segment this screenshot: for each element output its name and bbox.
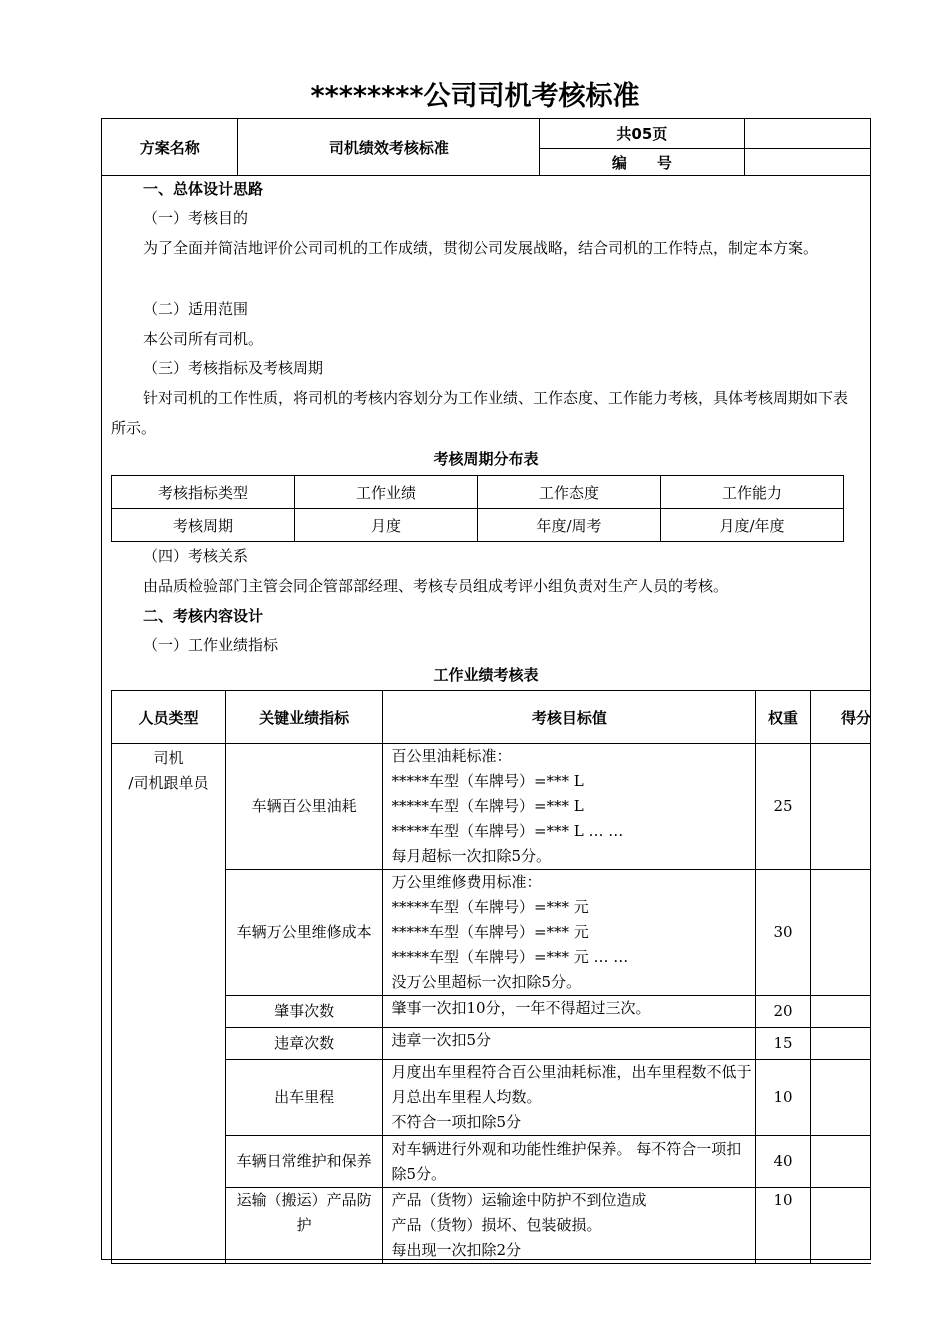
table-row (112, 996, 872, 1028)
kpi-cell: 运输（搬运）产品防护 (225, 1188, 383, 1264)
target-cell: 产品（货物）运输途中防护不到位造成 产品（货物）损坏、包装破损。 每出现一次扣除2分 (383, 1188, 756, 1264)
table-row (112, 744, 872, 870)
table-caption: 考核周期分布表 (433, 450, 539, 468)
cycle-table (111, 475, 844, 542)
paragraph: 由品质检验部门主管会同企管部部经理、考核专员组成考评小组负责对生产人员的考核。 (143, 577, 729, 595)
table-row (112, 1188, 872, 1264)
paragraph: 本公司所有司机。 (143, 330, 264, 348)
kpi-cell: 车辆百公里油耗 (225, 744, 383, 870)
page-count: 共05页 (540, 119, 744, 149)
kpi-cell: 车辆万公里维修成本 (225, 870, 383, 996)
table-cell: 工作能力 (661, 476, 844, 509)
section-heading: 二、考核内容设计 (143, 607, 264, 625)
column-header: 得分 (810, 691, 871, 744)
column-header: 人员类型 (112, 691, 226, 744)
weight-cell: 15 (756, 1028, 810, 1060)
weight-cell: 10 (756, 1060, 810, 1136)
table-row (112, 1060, 872, 1136)
table-row (112, 476, 844, 509)
score-cell (810, 1136, 871, 1188)
table-cell: 月度/年度 (661, 509, 844, 542)
weight-cell: 40 (756, 1136, 810, 1188)
score-cell (810, 1060, 871, 1136)
score-cell (810, 996, 871, 1028)
target-cell: 肇事一次扣10分，一年不得超过三次。 (383, 996, 756, 1028)
weight-cell: 30 (756, 870, 810, 996)
kpi-cell: 车辆日常维护和保养 (225, 1136, 383, 1188)
subheading: （一）工作业绩指标 (143, 636, 279, 654)
header-table (101, 118, 871, 176)
table-row (112, 870, 872, 996)
score-cell (810, 744, 871, 870)
target-cell: 万公里维修费用标准： *****车型（车牌号）=*** 元 *****车型（车牌号）=*** 元 *****车型（车牌号）=*** 元 … … 没万公里超标一次扣除5分。 (383, 870, 756, 996)
target-cell: 对车辆进行外观和功能性维护保养。 每不符合一项扣除5分。 (383, 1136, 756, 1188)
subheading: （一）考核目的 (143, 209, 249, 227)
score-cell (810, 1188, 871, 1264)
score-cell (810, 870, 871, 996)
table-cell: 工作态度 (478, 476, 661, 509)
page-count-value (744, 119, 870, 149)
column-header: 权重 (756, 691, 810, 744)
table-row (112, 1136, 872, 1188)
score-cell (810, 1028, 871, 1060)
column-header: 考核目标值 (383, 691, 756, 744)
subheading: （三）考核指标及考核周期 (143, 359, 324, 377)
section-heading: 一、总体设计思路 (143, 180, 264, 198)
person-type-cell: 司机 /司机跟单员 (112, 744, 226, 1264)
paragraph: 为了全面并简洁地评价公司司机的工作成绩，贯彻公司发展战略，结合司机的工作特点，制定本方案。 (143, 239, 819, 257)
performance-table (111, 690, 871, 1264)
weight-cell: 10 (756, 1188, 810, 1264)
number-label: 编 号 (540, 149, 744, 176)
plan-label: 方案名称 (102, 119, 238, 176)
target-cell: 百公里油耗标准： *****车型（车牌号）=*** L *****车型（车牌号）=*** L *****车型（车牌号）=*** L … … 每月超标一次扣除5分。 (383, 744, 756, 870)
page-title: ********公司司机考核标准 (310, 81, 640, 112)
column-header: 关键业绩指标 (225, 691, 383, 744)
table-caption: 工作业绩考核表 (433, 666, 539, 684)
target-cell: 月度出车里程符合百公里油耗标准，出车里程数不低于月总出车里程人均数。 不符合一项扣除5分 (383, 1060, 756, 1136)
table-cell: 考核周期 (112, 509, 295, 542)
subheading: （二）适用范围 (143, 300, 249, 318)
plan-value: 司机绩效考核标准 (238, 119, 540, 176)
kpi-cell: 违章次数 (225, 1028, 383, 1060)
paragraph: 针对司机的工作性质，将司机的考核内容划分为工作业绩、工作态度、工作能力考核，具体考核周期如下表所示。 (111, 389, 849, 437)
number-value (744, 149, 870, 176)
table-row (112, 1028, 872, 1060)
weight-cell: 25 (756, 744, 810, 870)
table-cell: 年度/周考 (478, 509, 661, 542)
table-cell: 工作业绩 (295, 476, 478, 509)
table-cell: 月度 (295, 509, 478, 542)
kpi-cell: 出车里程 (225, 1060, 383, 1136)
table-row (112, 509, 844, 542)
target-cell: 违章一次扣5分 (383, 1028, 756, 1060)
table-cell: 考核指标类型 (112, 476, 295, 509)
subheading: （四）考核关系 (143, 547, 249, 565)
kpi-cell: 肇事次数 (225, 996, 383, 1028)
weight-cell: 20 (756, 996, 810, 1028)
